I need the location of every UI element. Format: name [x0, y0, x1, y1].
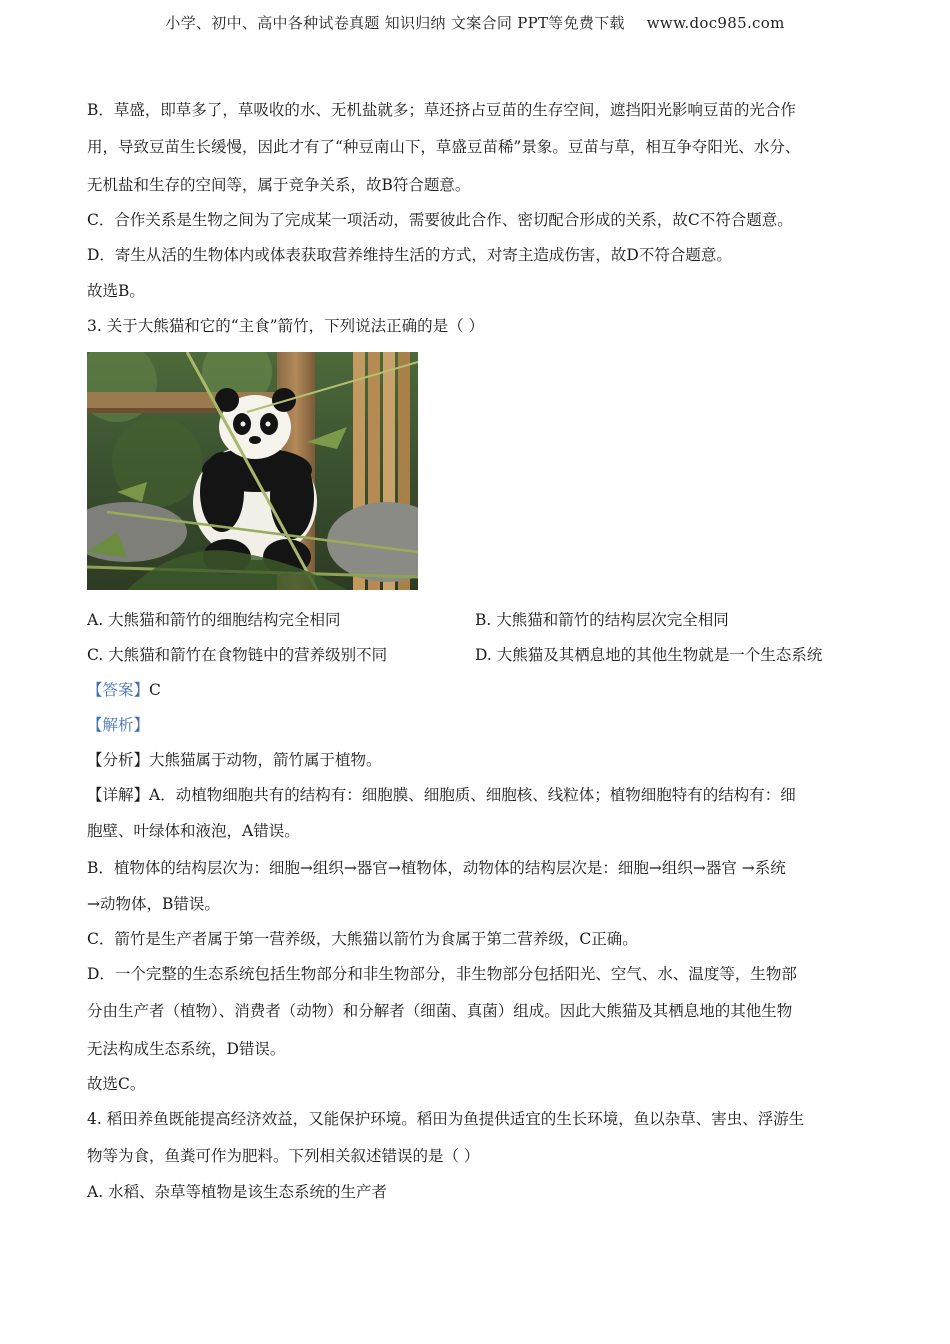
fenxi-text: 大熊猫属于动物，箭竹属于植物。	[149, 751, 382, 769]
q2-option-d: D．寄生从活的生物体内或体表获取营养维持生活的方式，对寄主造成伤害，故D不符合题意。	[87, 246, 732, 264]
detail-label: 【详解】	[87, 786, 150, 804]
q3-detail-a-line-2: 胞壁、叶绿体和液泡，A错误。	[87, 822, 300, 840]
answer-value: C	[149, 681, 161, 699]
answer-label: 【答案】	[87, 681, 150, 699]
q3-option-a: A. 大熊猫和箭竹的细胞结构完全相同	[87, 611, 341, 629]
q4-stem-line-1: 4. 稻田养鱼既能提高经济效益，又能保护环境。稻田为鱼提供适宜的生长环境，鱼以杂草、害虫、浮游生	[87, 1110, 805, 1128]
analysis-label: 【解析】	[87, 716, 150, 734]
header-site[interactable]: www.doc985.com	[646, 14, 785, 32]
panda-photo	[87, 352, 418, 590]
q3-detail-d-line-3: 无法构成生态系统，D错误。	[87, 1040, 286, 1058]
q4-stem-line-2: 物等为食，鱼粪可作为肥料。下列相关叙述错误的是（ ）	[87, 1147, 480, 1165]
q3-stem: 3. 关于大熊猫和它的“主食”箭竹，下列说法正确的是（ ）	[87, 317, 484, 335]
q2-option-b-line-1: B．草盛，即草多了，草吸收的水、无机盐就多；草还挤占豆苗的生存空间，遮挡阳光影响豆苗的光合作	[87, 101, 796, 119]
q3-detail-d-line-1: D．一个完整的生态系统包括生物部分和非生物部分，非生物部分包括阳光、空气、水、温度等，生物部	[87, 965, 797, 983]
q3-option-d: D. 大熊猫及其栖息地的其他生物就是一个生态系统	[475, 646, 823, 664]
q3-detail-b-line-1: B．植物体的结构层次为：细胞→组织→器官→植物体，动物体的结构层次是：细胞→组织→器官 →系统	[87, 859, 786, 877]
page-header	[0, 12, 950, 33]
q3-detail-d-line-2: 分由生产者（植物）、消费者（动物）和分解者（细菌、真菌）组成。因此大熊猫及其栖息地的其他生物	[87, 1002, 793, 1020]
q3-detail-a-line-1	[87, 785, 796, 805]
q3-answer	[87, 680, 161, 700]
q4-option-a: A. 水稻、杂草等植物是该生态系统的生产者	[87, 1183, 388, 1201]
q3-fenxi	[87, 750, 382, 770]
q2-option-c: C．合作关系是生物之间为了完成某一项活动，需要彼此合作、密切配合形成的关系，故C不符合题意。	[87, 211, 793, 229]
q3-detail-c: C．箭竹是生产者属于第一营养级，大熊猫以箭竹为食属于第二营养级，C正确。	[87, 930, 638, 948]
fenxi-label: 【分析】	[87, 751, 150, 769]
q2-option-b-line-2: 用，导致豆苗生长缓慢，因此才有了“种豆南山下，草盛豆苗稀”景象。豆苗与草，相互争夺阳光、水分、	[87, 138, 801, 156]
q3-detail-b-line-2: →动物体，B错误。	[87, 895, 220, 913]
q3-option-c: C. 大熊猫和箭竹在食物链中的营养级别不同	[87, 646, 388, 664]
q3-conclusion: 故选C。	[87, 1075, 146, 1093]
q2-option-b-line-3: 无机盐和生存的空间等，属于竞争关系，故B符合题意。	[87, 176, 471, 194]
header-text: 小学、初中、高中各种试卷真题 知识归纳 文案合同 PPT等免费下载	[165, 14, 625, 32]
q2-conclusion: 故选B。	[87, 282, 145, 300]
detail-a-text: A．动植物细胞共有的结构有：细胞膜、细胞质、细胞核、线粒体；植物细胞特有的结构有：细	[149, 786, 796, 804]
q3-option-b: B. 大熊猫和箭竹的结构层次完全相同	[475, 611, 729, 629]
